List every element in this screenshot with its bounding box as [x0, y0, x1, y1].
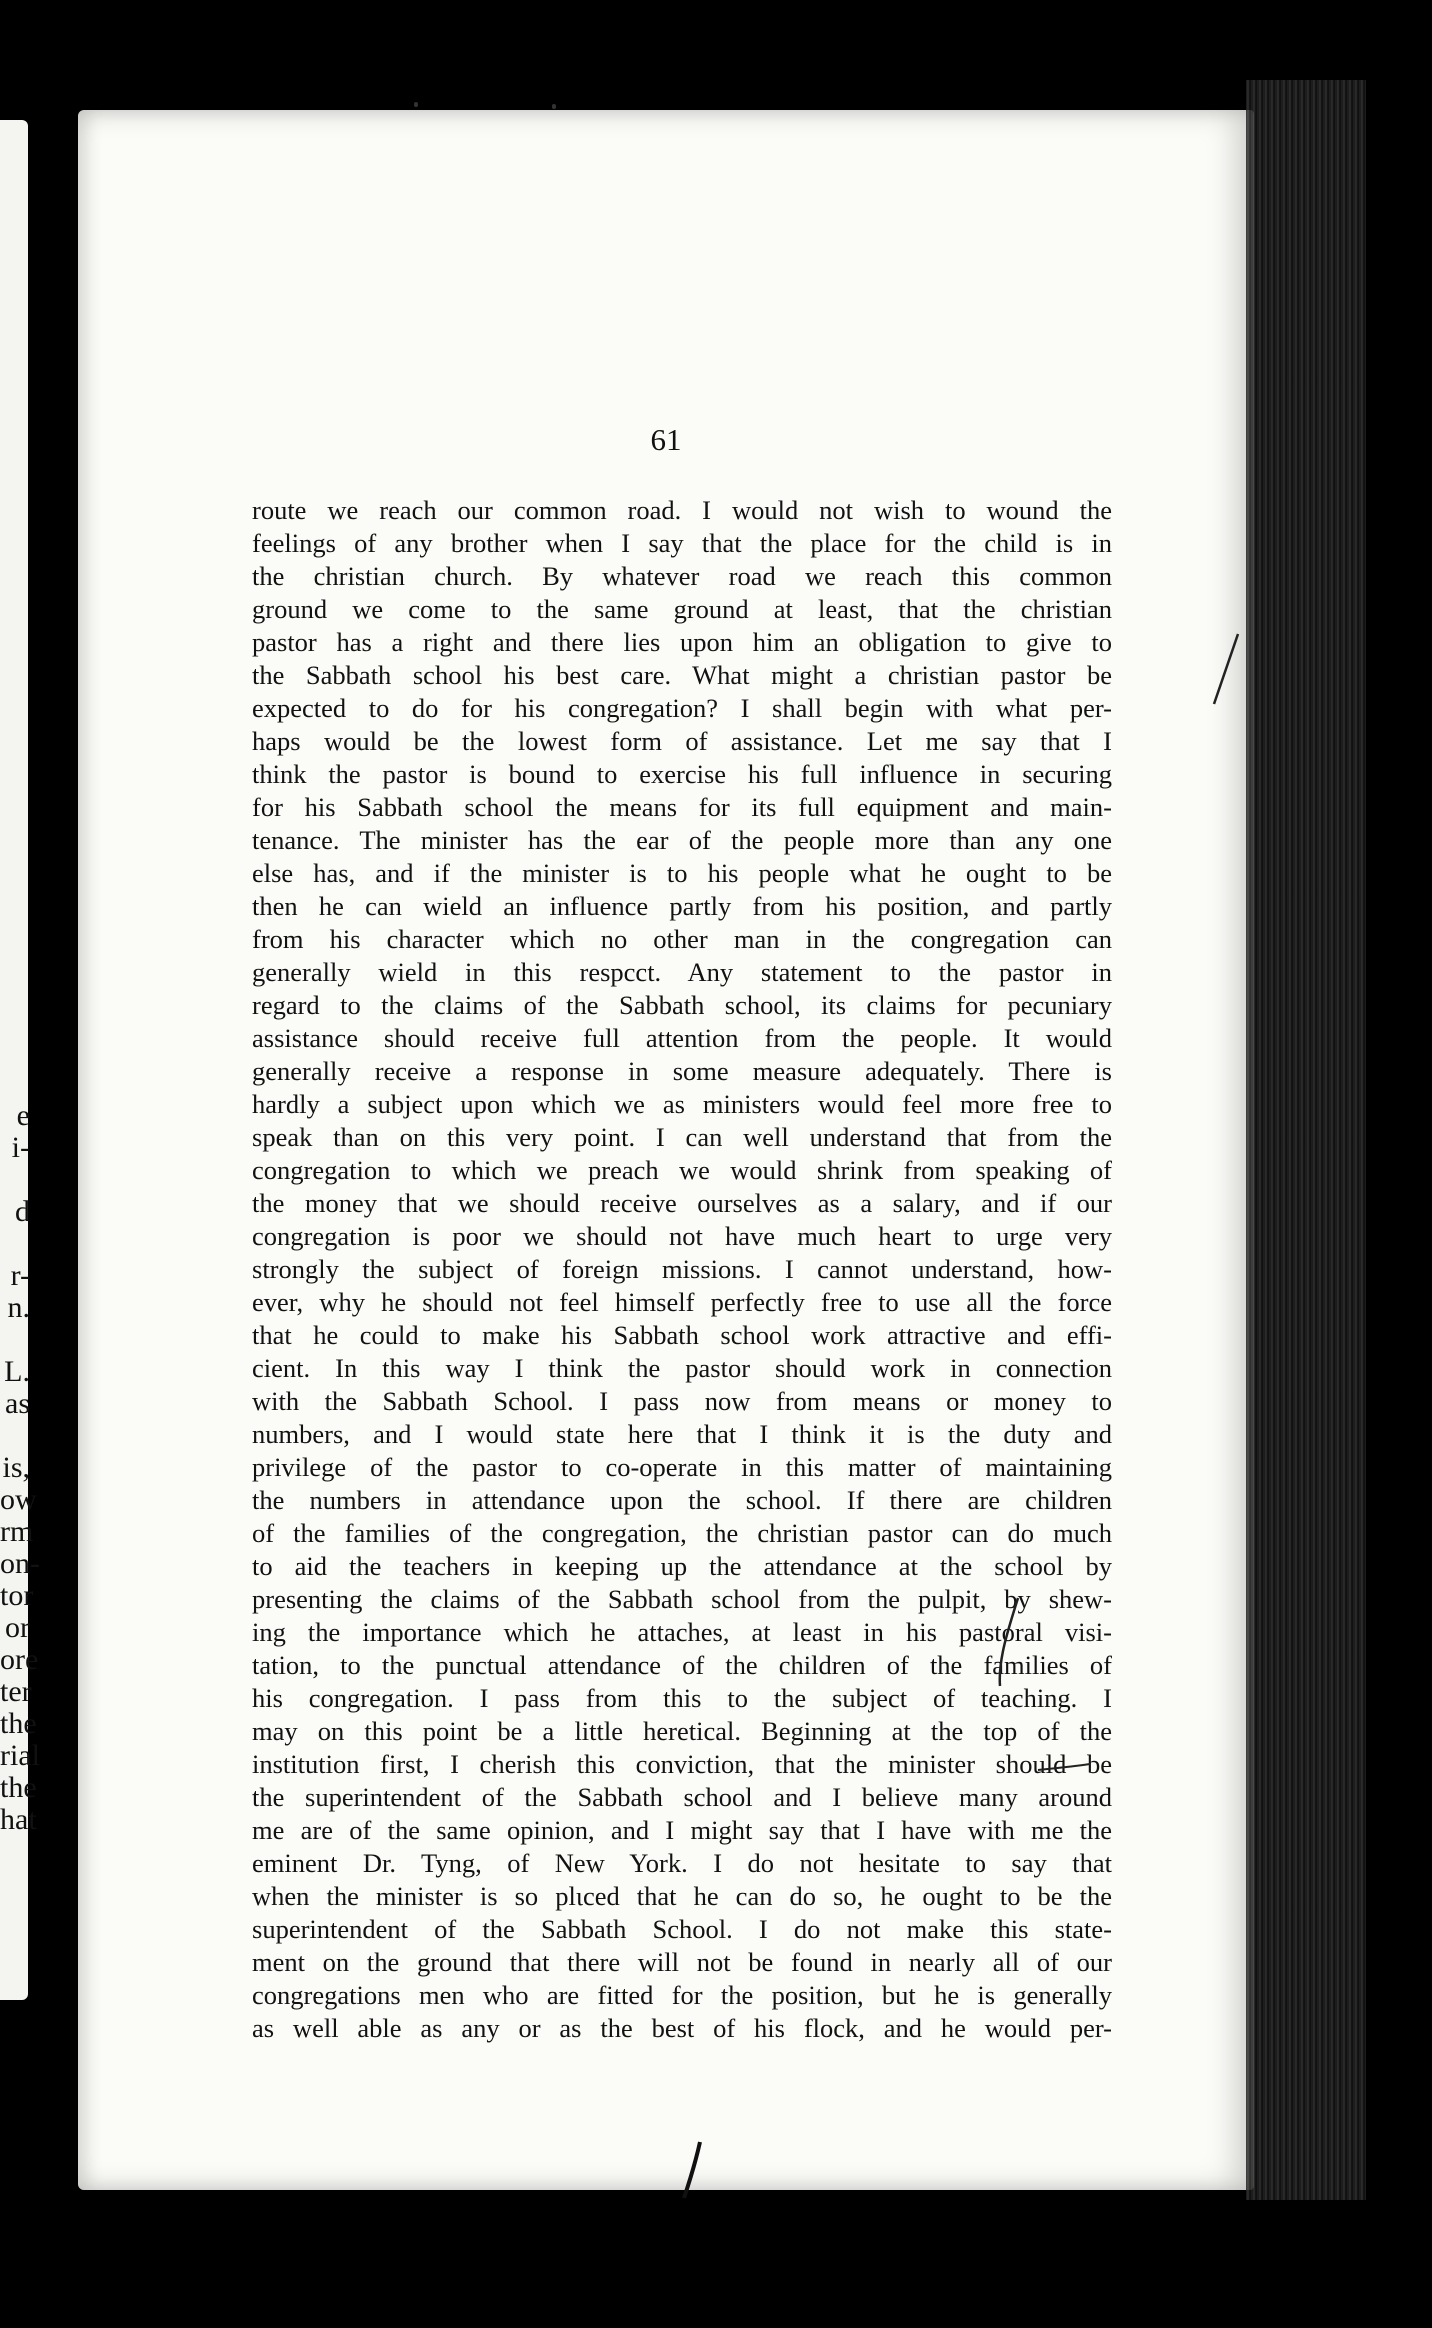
text-line: to aid the teachers in keeping up the attendance at the school by	[252, 1551, 1112, 1581]
page-number: 61	[650, 422, 682, 457]
text-line: the Sabbath school his best care. What might a christian pastor be	[252, 660, 1112, 690]
left-page-fragment: r-	[10, 1259, 30, 1292]
left-page-fragment: d	[15, 1195, 30, 1228]
text-line: the numbers in attendance upon the school. If there are children	[252, 1485, 1112, 1515]
left-page-fragment: or	[5, 1611, 30, 1644]
left-page-fragment: ow	[0, 1483, 37, 1516]
text-line: regard to the claims of the Sabbath school, its claims for pecuniary	[252, 990, 1112, 1020]
text-line: ground we come to the same ground at least, that the christian	[252, 594, 1112, 624]
left-page-fragment: the	[0, 1707, 37, 1740]
text-line: cient. In this way I think the pastor should work in connection	[252, 1353, 1112, 1383]
left-page-fragment: e	[16, 1099, 30, 1132]
text-line: route we reach our common road. I would not wish to wound the	[252, 495, 1112, 525]
left-page-fragment: ter	[0, 1675, 32, 1708]
left-page-fragment: is,	[2, 1451, 30, 1484]
left-page-fragment	[0, 1228, 30, 1260]
left-page-fragment	[0, 1164, 30, 1196]
text-line: feelings of any brother when I say that the place for the child is in	[252, 528, 1112, 558]
text-line: may on this point be a little heretical. Beginning at the top of the	[252, 1716, 1112, 1746]
text-line: numbers, and I would state here that I think it is the duty and	[252, 1419, 1112, 1449]
text-line: privilege of the pastor to co-operate in this matter of maintaining	[252, 1452, 1112, 1482]
text-line: think the pastor is bound to exercise his full influence in securing	[252, 759, 1112, 789]
text-line: presenting the claims of the Sabbath school from the pulpit, by shew-	[252, 1584, 1112, 1614]
text-line: congregation to which we preach we would shrink from speaking of	[252, 1155, 1112, 1185]
left-page-fragment: i-	[11, 1131, 30, 1164]
left-page-fragment: as	[5, 1387, 30, 1420]
text-line: institution first, I cherish this conviction, that the minister should be	[252, 1749, 1112, 1779]
book-page-edges	[1246, 80, 1366, 2200]
text-line: generally receive a response in some measure adequately. There is	[252, 1056, 1112, 1086]
left-page-fragment	[0, 1324, 30, 1356]
text-line: tation, to the punctual attendance of the children of the families of	[252, 1650, 1112, 1680]
left-page-fragment: on-	[0, 1547, 40, 1580]
text-line: tenance. The minister has the ear of the people more than any one	[252, 825, 1112, 855]
text-line: the money that we should receive ourselves as a salary, and if our	[252, 1188, 1112, 1218]
book-page	[78, 110, 1254, 2190]
text-line: assistance should receive full attention from the people. It would	[252, 1023, 1112, 1053]
text-line: pastor has a right and there lies upon him an obligation to give to	[252, 627, 1112, 657]
text-line: of the families of the congregation, the christian pastor can do much	[252, 1518, 1112, 1548]
text-line: for his Sabbath school the means for its full equipment and main-	[252, 792, 1112, 822]
left-page-fragments	[0, 1099, 40, 1836]
left-page-fragment: tor	[0, 1579, 34, 1612]
text-line: with the Sabbath School. I pass now from means or money to	[252, 1386, 1112, 1416]
text-line: ing the importance which he attaches, at least in his pastoral visi-	[252, 1617, 1112, 1647]
text-line: haps would be the lowest form of assistance. Let me say that I	[252, 726, 1112, 756]
text-line: generally wield in this respcct. Any statement to the pastor in	[252, 957, 1112, 987]
page-body-text	[252, 494, 1112, 2045]
text-line: the christian church. By whatever road we reach this common	[252, 561, 1112, 591]
text-line: strongly the subject of foreign missions. I cannot understand, how-	[252, 1254, 1112, 1284]
margin-slash-mark	[1208, 630, 1248, 710]
text-line: else has, and if the minister is to his people what he ought to be	[252, 858, 1112, 888]
left-page-fragment: hat	[0, 1803, 37, 1836]
pen-annotation-mark	[978, 1590, 1098, 1790]
left-page-fragment	[0, 1420, 30, 1452]
text-line: congregation is poor we should not have much heart to urge very	[252, 1221, 1112, 1251]
left-page-fragment: ore	[0, 1643, 39, 1676]
text-line: eminent Dr. Tyng, of New York. I do not hesitate to say that	[252, 1848, 1112, 1878]
text-line: ever, why he should not feel himself perfectly free to use all the force	[252, 1287, 1112, 1317]
text-line: hardly a subject upon which we as ministers would feel more free to	[252, 1089, 1112, 1119]
left-page-fragment: n.	[7, 1291, 30, 1324]
dust-speck	[414, 102, 418, 107]
left-page-fragment: L.	[4, 1355, 30, 1388]
text-line: that he could to make his Sabbath school work attractive and effi-	[252, 1320, 1112, 1350]
text-line: when the minister is so plιced that he can do so, he ought to be the	[252, 1881, 1112, 1911]
left-page-fragment: the	[0, 1771, 37, 1804]
text-line: his congregation. I pass from this to the subject of teaching. I	[252, 1683, 1112, 1713]
left-page-fragment: rial	[0, 1739, 40, 1772]
text-line: from his character which no other man in the congregation can	[252, 924, 1112, 954]
text-line: expected to do for his congregation? I shall begin with what per-	[252, 693, 1112, 723]
text-line: me are of the same opinion, and I might say that I have with me the	[252, 1815, 1112, 1845]
text-line: then he can wield an influence partly from his position, and partly	[252, 891, 1112, 921]
text-line: as well able as any or as the best of his flock, and he would per-	[252, 2013, 1112, 2043]
bottom-pen-mark	[678, 2140, 708, 2200]
text-line: congregations men who are fitted for the position, but he is generally	[252, 1980, 1112, 2010]
text-line: speak than on this very point. I can well understand that from the	[252, 1122, 1112, 1152]
left-page-fragment: rm	[0, 1515, 34, 1548]
text-line: superintendent of the Sabbath School. I do not make this state-	[252, 1914, 1112, 1944]
text-line: the superintendent of the Sabbath school and I believe many around	[252, 1782, 1112, 1812]
text-line: ment on the ground that there will not be found in nearly all of our	[252, 1947, 1112, 1977]
dust-speck	[552, 104, 556, 109]
